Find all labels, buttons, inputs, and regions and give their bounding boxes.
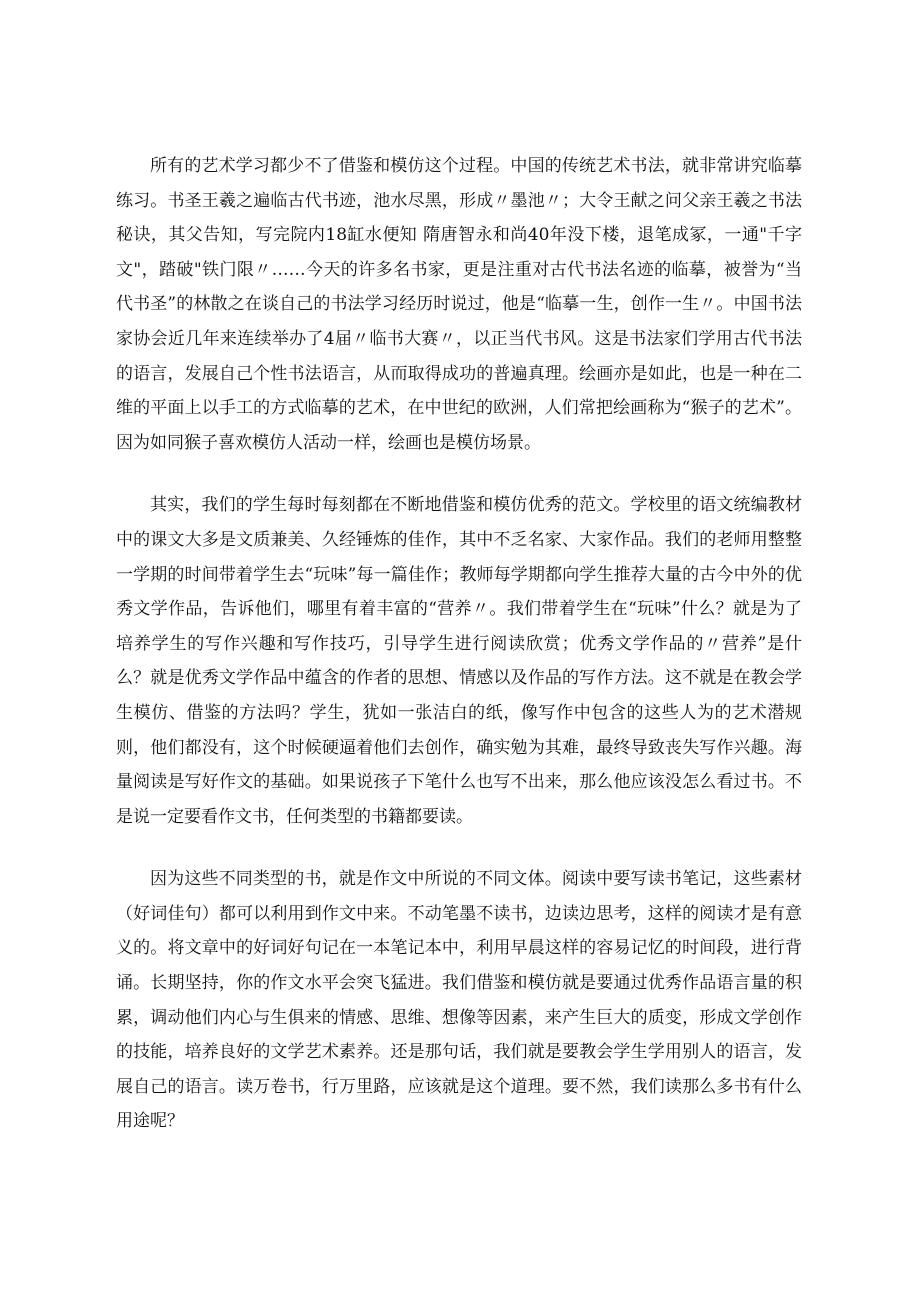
- paragraph-3: 因为这些不同类型的书，就是作文中所说的不同文体。阅读中要写读书笔记，这些素材（好词佳句）都可以利用到作文中来。不动笔墨不读书，边读边思考，这样的阅读才是有意义的。将文章中的好词好句记在一本笔记本中，利用早晨这样的容易记忆的时间段，进行背诵。长期坚持，你的作文水平会突飞猛进。我们借鉴和模仿就是要通过优秀作品语言量的积累，调动他们内心与生俱来的情感、思维、想像等因素，来产生巨大的质变，形成文学创作的技能，培养良好的文学艺术素养。还是那句话，我们就是要教会学生学用别人的语言，发展自己的语言。读万卷书，行万里路，应该就是这个道理。要不然，我们读那么多书有什么用途呢？: [116, 869, 802, 1132]
- document-body: [116, 149, 802, 1139]
- paragraph-1: 所有的艺术学习都少不了借鉴和模仿这个过程。中国的传统艺术书法，就非常讲究临摹练习。书圣王羲之遍临古代书迹，池水尽黑，形成〃墨池〃；大令王献之问父亲王羲之书法秘诀，其父告知，写完院内18缸水便知 隋唐智永和尚40年没下楼，退笔成冢，一通"千字文"，踏破"铁门限〃……今天的许多名书家，更是注重对古代书法名迹的临摹，被誉为“当代书圣”的林散之在谈自己的书法学习经历时说过，他是“临摹一生，创作一生〃。中国书法家协会近几年来连续举办了4届〃临书大赛〃，以正当代书风。这是书法家们学用古代书法的语言，发展自己个性书法语言，从而取得成功的普遍真理。绘画亦是如此，也是一种在二维的平面上以手工的方式临摹的艺术，在中世纪的欧洲，人们常把绘画称为“猴子的艺术”。因为如同猴子喜欢模仿人活动一样，绘画也是模仿场景。: [116, 156, 802, 453]
- paragraph-2: 其实，我们的学生每时每刻都在不断地借鉴和模仿优秀的范文。学校里的语文统编教材中的课文大多是文质兼美、久经锤炼的佳作，其中不乏名家、大家作品。我们的老师用整整一学期的时间带着学生去“玩味”每一篇佳作；教师每学期都向学生推荐大量的古今中外的优秀文学作品，告诉他们，哪里有着丰富的“营养〃。我们带着学生在“玩味”什么？就是为了培养学生的写作兴趣和写作技巧，引导学生进行阅读欣赏；优秀文学作品的〃营养”是什么？就是优秀文学作品中蕴含的作者的思想、情感以及作品的写作方法。这不就是在教会学生模仿、借鉴的方法吗？学生，犹如一张洁白的纸，像写作中包含的这些人为的艺术潜规则，他们都没有，这个时候硬逼着他们去创作，确实勉为其难，最终导致丧失写作兴趣。海量阅读是写好作文的基础。如果说孩子下笔什么也写不出来，那么他应该没怎么看过书。不是说一定要看作文书，任何类型的书籍都要读。: [116, 495, 802, 827]
